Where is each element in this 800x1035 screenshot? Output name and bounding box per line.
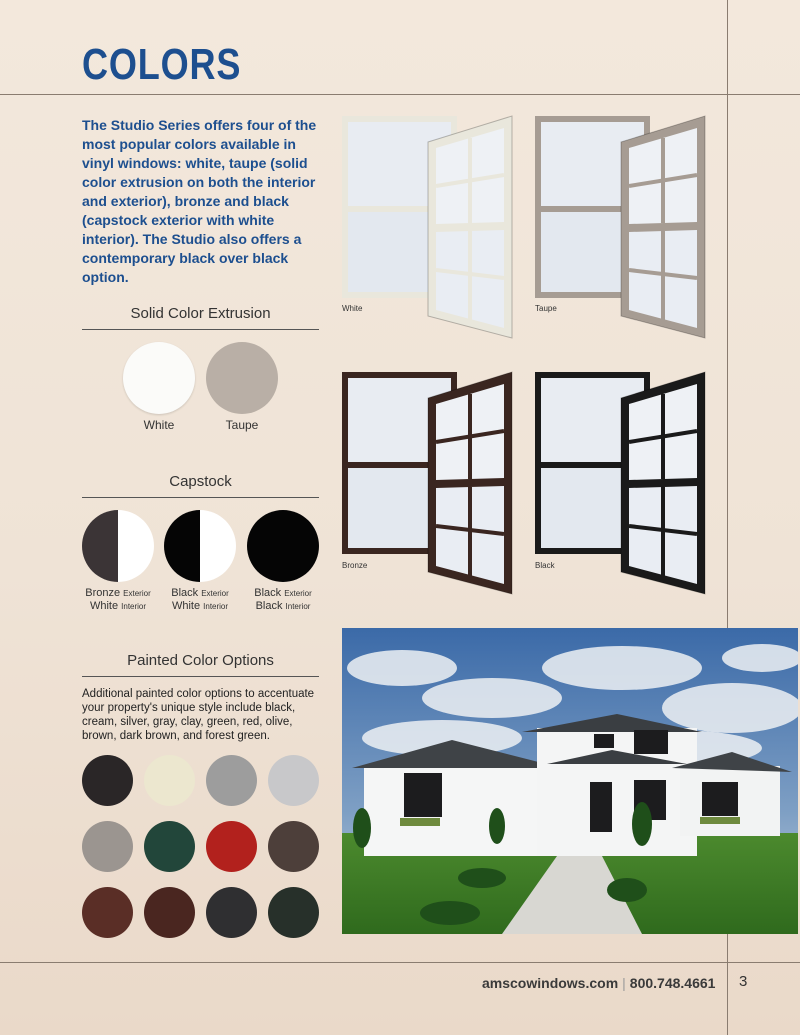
house-photo bbox=[342, 628, 798, 934]
solid-color-heading: Solid Color Extrusion bbox=[82, 305, 319, 330]
painted-swatch-charcoal bbox=[206, 887, 257, 938]
painted-description: Additional painted color options to accentuate your property's unique style include black, cream, silver, gray, clay, green, red, olive, brown, dark brown, and forest green. bbox=[82, 688, 315, 742]
swatch-label-taupe: Taupe bbox=[225, 418, 259, 432]
capstock-heading: Capstock bbox=[82, 473, 319, 498]
window-image-taupe bbox=[533, 112, 715, 347]
swatch-taupe bbox=[206, 342, 278, 414]
painted-swatch-clay bbox=[82, 821, 133, 872]
window-label-white: White bbox=[342, 304, 363, 313]
swatch-label-white: White bbox=[143, 418, 175, 432]
painted-swatch-olive bbox=[268, 821, 319, 872]
footer-contact: amscowindows.com | 800.748.4661 bbox=[482, 975, 716, 991]
footer-website: amscowindows.com bbox=[482, 975, 619, 991]
swatch-white bbox=[123, 342, 195, 414]
painted-swatch-forest-green bbox=[268, 887, 319, 938]
window-image-white bbox=[340, 112, 522, 347]
window-label-bronze: Bronze bbox=[342, 561, 368, 570]
intro-paragraph: The Studio Series offers four of the most popular colors available in vinyl windows: white, taupe (solid color extrusion on both the interior and exterior), bronze and black (capstock exterior with white interior). The Studio also offers a contemporary black over black option. bbox=[82, 117, 317, 285]
capstock-label-bronze-white: Bronze Exterior White Interior bbox=[85, 587, 151, 612]
painted-swatch-red bbox=[206, 821, 257, 872]
window-label-black: Black bbox=[535, 561, 555, 570]
painted-swatch-green bbox=[144, 821, 195, 872]
painted-swatch-gray bbox=[268, 755, 319, 806]
header-rule bbox=[0, 94, 800, 95]
page-number: 3 bbox=[739, 973, 748, 990]
swatch-black-black bbox=[247, 510, 319, 582]
painted-swatch-cream bbox=[144, 755, 195, 806]
page-title: COLORS bbox=[82, 40, 242, 89]
window-label-taupe: Taupe bbox=[535, 304, 557, 313]
footer-phone: 800.748.4661 bbox=[629, 975, 716, 991]
painted-swatch-black bbox=[82, 755, 133, 806]
painted-swatch-brown bbox=[82, 887, 133, 938]
painted-heading: Painted Color Options bbox=[82, 652, 319, 677]
swatch-bronze-white bbox=[82, 510, 154, 582]
capstock-label-black-black: Black Exterior Black Interior bbox=[254, 587, 312, 612]
capstock-label-black-white: Black Exterior White Interior bbox=[171, 587, 229, 612]
painted-swatch-silver bbox=[206, 755, 257, 806]
footer-rule bbox=[0, 962, 800, 963]
swatch-black-white bbox=[164, 510, 236, 582]
window-image-black bbox=[533, 368, 715, 603]
painted-swatch-dark-brown bbox=[144, 887, 195, 938]
